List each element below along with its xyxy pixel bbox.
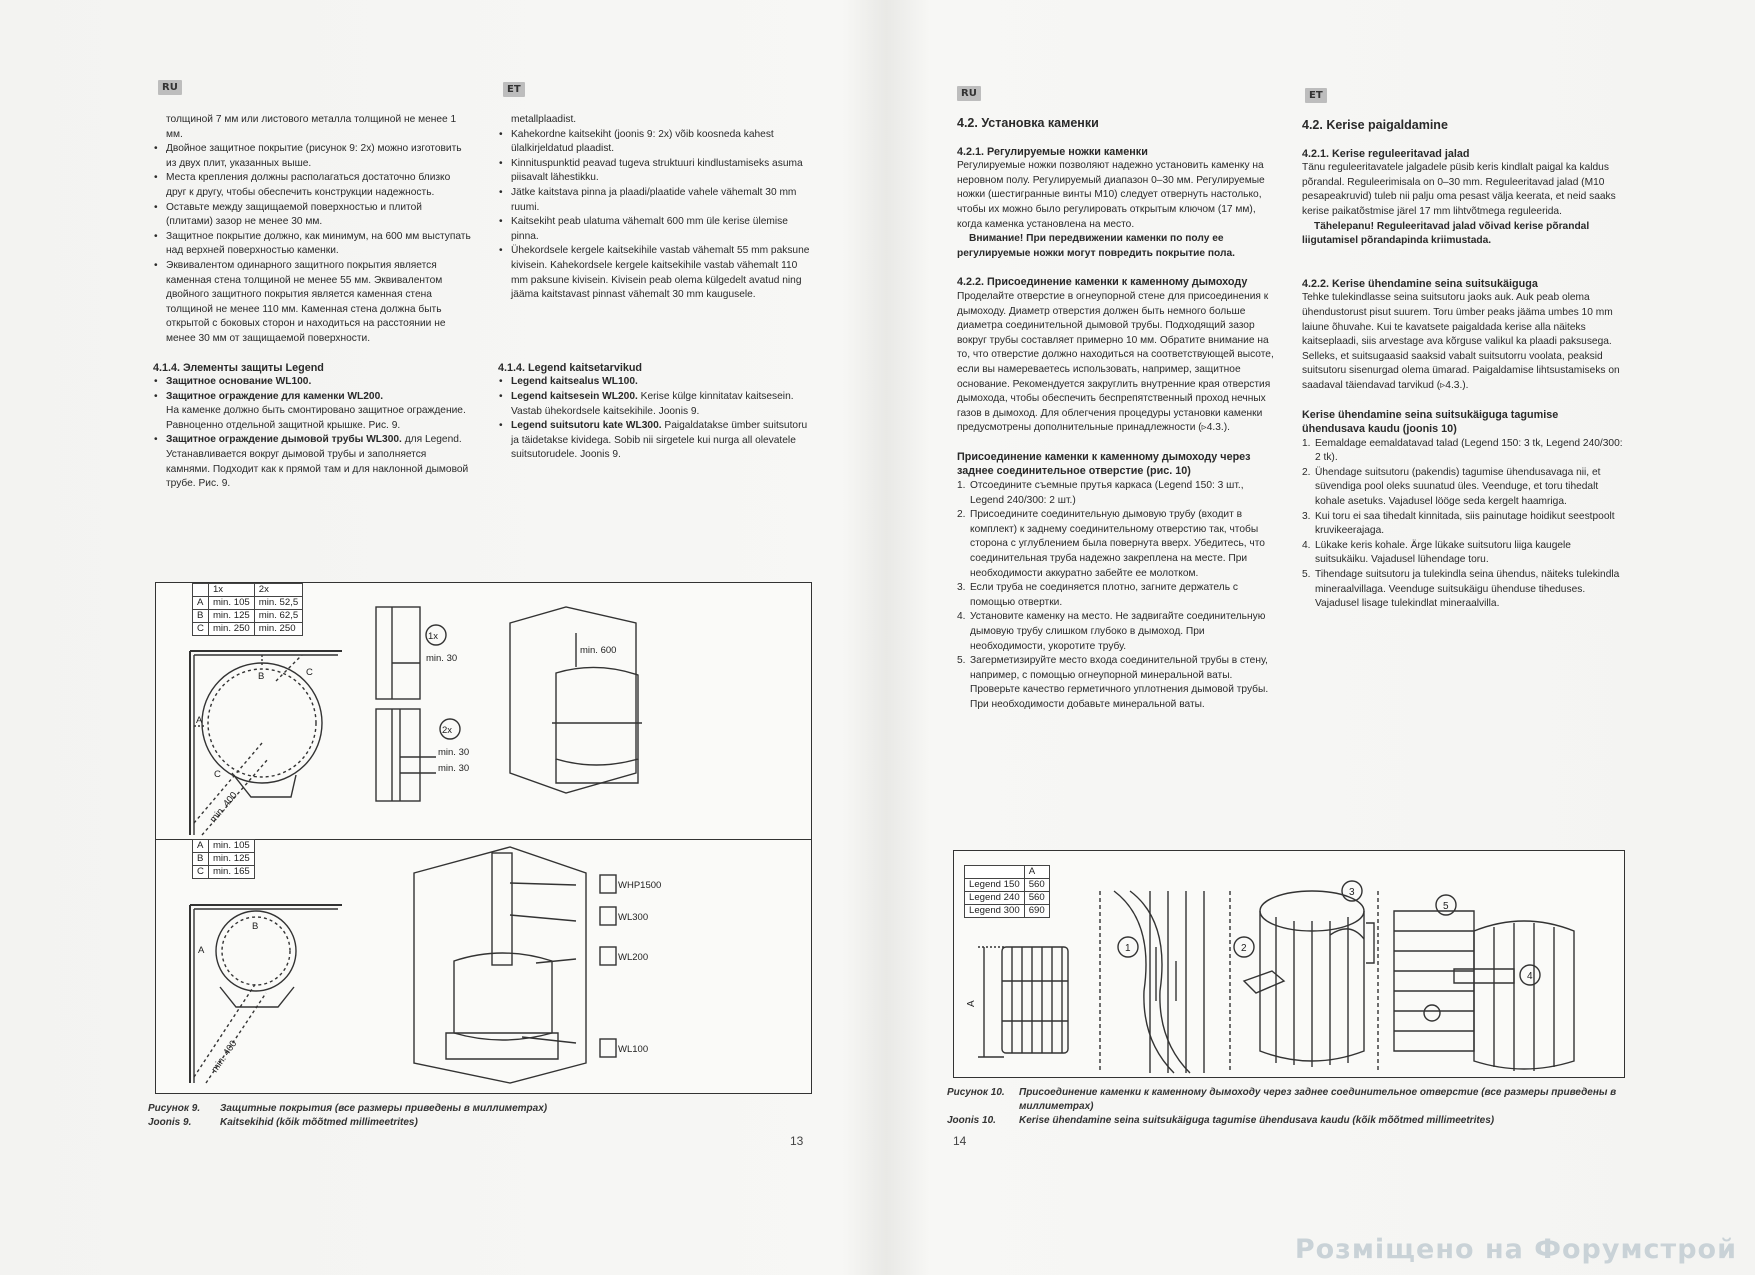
table-row: Legend 300 690 — [965, 905, 1050, 918]
ru-step: 2. Присоедините соединительную дымовую трубу (входит в комплект) к заднему соединительному отверстию так, чтобы сторона с углублением была повернута вверх. Убедитесь, что соединительная труба надежно закреплена на месте. При необходимости аккуратно забейте ее молотком. — [957, 509, 1265, 579]
label-min600: min. 600 — [580, 645, 617, 656]
lang-tag-et: ET — [503, 82, 525, 97]
page-number: 14 — [953, 1134, 967, 1148]
et-paragraph: Tänu reguleeritavatele jalgadele püsib keris kindlalt paigal ka kaldus põrandal. Reguleerimisala on 0–30 mm. Reguleeritavad jalad (M10 pesapeakruvid) tuleb nii palju oma pesast välja keerata, et neid saaks kerise paikatõstmise järel 17 mm lihtvõtmega reguleerida. — [1302, 162, 1616, 217]
et-heading-4-2-1: 4.2.1. Kerise reguleeritavad jalad — [1302, 147, 1470, 160]
figure-10-caption: Рисунок 10. Присоединение каменки к каменному дымоходу через заднее соединительное отверстие (все размеры приведены в миллиметрах) Joonis 10. Kerise ühendamine seina suitsukäiguga tagumise ühendusava kaudu (kõik mõõtmed millimeetrites) — [947, 1087, 1617, 1126]
ru-item: • Защитное ограждение дымовой трубы WL300. для Legend. Устанавливается вокруг дымовой трубы и заполняется камнями. Подходит как к прямой там и для наклонной дымовой трубе. Рис. 9. — [153, 433, 471, 491]
et-text-column — [498, 113, 816, 463]
ru-warning: Внимание! При передвижении каменки по полу ее регулируемые ножки могут повредить покрытие пола. — [957, 233, 1235, 259]
figure-9-frame — [155, 582, 812, 1094]
et-step: 3. Kui toru ei saa tihedalt kinnitada, siis painutage hoidikut seestpoolt kruvikeerajaga. — [1302, 510, 1615, 537]
part-whp1500: WHP1500 — [618, 880, 662, 891]
ru-paragraph: Регулируемые ножки позволяют надежно установить каменку на неровном полу. Регулируемый диапазон 0–30 мм. Регулируемые ножки (шестигранные винты M10) следует отвернуть настолько, чтобы их можно было регулировать открытым ключом (17 мм), когда каменка установлена на место. — [957, 160, 1265, 230]
et-heading-4-2-2: 4.2.2. Kerise ühendamine seina suitsukäiguga — [1302, 277, 1538, 290]
et-bullet: • Kaitsekiht peab ulatuma vähemalt 600 mm üle kerise ülemise pinna. — [498, 215, 816, 244]
table-row: B min. 125 min. 62,5 — [193, 610, 303, 623]
ru-heading-4-2: 4.2. Установка каменки — [957, 116, 1099, 130]
ru-bullet: • Места крепления должны располагаться достаточно близко друг к другу, чтобы обеспечить конструкции надежность. — [153, 171, 471, 200]
clearance-table-1: 1x 2x A min. 105 min. 52,5 B min. 125 min. 62,5 C min. 250 min. 250 — [192, 583, 303, 636]
ru-paragraph: толщиной 7 мм или листового металла толщиной не менее 1 мм. — [166, 114, 457, 140]
ru-text-column — [957, 116, 1277, 713]
page-13 — [0, 0, 877, 1275]
table-row: C min. 250 min. 250 — [193, 623, 303, 636]
figure-9-drawing — [156, 583, 813, 1095]
callout-2: 2 — [1241, 943, 1247, 954]
et-text-column — [1302, 118, 1624, 612]
lang-tag-ru: RU — [158, 80, 182, 95]
table-row: A min. 105 — [193, 840, 255, 853]
part-wl200: WL200 — [618, 952, 649, 963]
figure-9-caption: Рисунок 9. Защитные покрытия (все размеры приведены в миллиметрах) Joonis 9. Kaitsekihid (kõik mõõtmed millimeetrites) — [148, 1103, 548, 1128]
et-warning: Tähelepanu! Reguleeritavad jalad võivad kerise põrandal liigutamisel põrandapinda kriimustada. — [1302, 220, 1590, 247]
et-step: 5. Tihendage suitsutoru ja tulekindla seina ühendus, näiteks tulekindla mineraalvillaga. Veenduge suitsukäigu ühenduse tiheduses. Vajadusel lisage tulekindlat mineraalvilla. — [1302, 569, 1620, 610]
label-A: A — [198, 945, 205, 956]
ru-bullet: • Двойное защитное покрытие (рисунок 9: 2х) можно изготовить из двух плит, указанных выше. — [153, 142, 471, 171]
figure-10-frame — [953, 850, 1625, 1078]
label-C: C — [306, 667, 313, 678]
ru-text-column — [153, 113, 471, 492]
label-2x: 2x — [442, 725, 453, 736]
label-A: A — [966, 1000, 977, 1007]
ru-item: • Защитное ограждение для каменки WL200. На каменке должно быть смонтировано защитное ограждение. Равноценно отдельной защитной крышке. Рис. 9. — [153, 390, 471, 434]
lang-tag-ru: RU — [957, 86, 981, 101]
et-item: • Legend kaitsealus WL100. — [498, 375, 816, 390]
ru-step: 1. Отсоедините съемные прутья каркаса (Legend 150: 3 шт., Legend 240/300: 2 шт.) — [957, 480, 1244, 506]
callout-1: 1 — [1125, 943, 1131, 954]
table-row: Legend 150 560 — [965, 879, 1050, 892]
et-bullet: • Jätke kaitstava pinna ja plaadi/plaatide vahele vähemalt 30 mm ruumi. — [498, 186, 816, 215]
label-B: B — [252, 921, 259, 932]
et-bullet: • Kahekordne kaitsekiht (joonis 9: 2x) võib koosneda kahest ülalkirjeldatud plaadist. — [498, 128, 816, 157]
label-A: A — [196, 715, 203, 726]
table-row: Legend 240 560 — [965, 892, 1050, 905]
ru-bullet: • Эквивалентом одинарного защитного покрытия является каменная стена толщиной не менее 55 мм. Эквивалентом двойного защитного покрытия является каменная стена толщиной не менее 110 мм. Каменная стена должна быть открытой с боковых сторон и находиться на расстоянии не менее 30 мм от защищаемой поверхности. — [153, 259, 471, 347]
table-row: A min. 105 min. 52,5 — [193, 597, 303, 610]
watermark: Розміщено на Форумстрой — [1294, 1234, 1737, 1265]
et-step: 1. Eemaldage eemaldatavad talad (Legend 150: 3 tk, Legend 240/300: 2 tk). — [1302, 437, 1623, 464]
heater-height-table: A Legend 150 560 Legend 240 560 Legend 300 690 — [964, 865, 1050, 918]
part-wl300: WL300 — [618, 912, 649, 923]
lang-tag-et: ET — [1305, 88, 1327, 103]
callout-5: 5 — [1443, 901, 1449, 912]
et-step: 2. Ühendage suitsutoru (pakendis) tagumise ühendusavaga nii, et süvendiga pool oleks suunatud üles. Veenduge, et toru tihedalt kohale asetuks. Vajadusel lööge seda kergelt haamriga. — [1302, 466, 1601, 508]
et-step: 4. Lükake keris kohale. Ärge lükake suitsutoru liiga kaugele suitsukäiku. Vajadusel lühendage toru. — [1302, 539, 1571, 566]
et-heading-4-1-4: 4.1.4. Legend kaitsetarvikud — [498, 361, 643, 374]
ru-item: • Защитное основание WL100. — [153, 375, 471, 390]
ru-heading-4-2-2: 4.2.2. Присоединение каменки к каменному дымоходу — [957, 276, 1248, 289]
table-row: B min. 125 — [193, 853, 255, 866]
figure-10-drawing — [954, 851, 1626, 1079]
et-item: • Legend suitsutoru kate WL300. Paigaldatakse ümber suitsutoru ja täidetakse kividega. Sobib nii sirgetele kui nurga all olevatele suitsutorudele. Joonis 9. — [498, 419, 816, 463]
label-min400: min. 400 — [207, 789, 240, 825]
table-row: C min. 165 — [193, 866, 255, 879]
et-item: • Legend kaitsesein WL200. Kerise külge kinnitatav kaitsesein. Vastab ühekordsele kaitsekihile. Joonis 9. — [498, 390, 816, 419]
ru-step: 3. Если труба не соединяется плотно, загните держатель с помощью отвертки. — [957, 582, 1238, 608]
ru-bullet: • Защитное покрытие должно, как минимум, на 600 мм выступать над верхней поверхностью каменки. — [153, 230, 471, 259]
et-bullet: • Kinnituspunktid peavad tugeva struktuuri kindlustamiseks asuma piisavalt lähestikku. — [498, 157, 816, 186]
et-heading-rear: Kerise ühendamine seina suitsukäiguga tagumise ühendusava kaudu (joonis 10) — [1302, 408, 1559, 436]
ru-step: 5. Загерметизируйте место входа соединительной трубы в стену, например, с помощью огнеупорной минеральной ваты. Проверьте качество герметичного уплотнения дымовой трубы. При необходимости добавьте минеральной ваты. — [957, 655, 1269, 710]
ru-heading-4-2-1: 4.2.1. Регулируемые ножки каменки — [957, 145, 1148, 158]
label-min30: min. 30 — [438, 747, 470, 758]
label-C: C — [214, 769, 221, 780]
page-14 — [877, 0, 1755, 1275]
ru-step: 4. Установите каменку на место. Не задвигайте соединительную дымовую трубу слишком глубоко в дымоход. При необходимости, укоротите трубу. — [957, 611, 1266, 652]
ru-paragraph: Проделайте отверстие в огнеупорной стене для присоединения к дымоходу. Диаметр отверстия должен быть немного больше диаметра соединительной дымовой трубы. Подходящий зазор вокруг трубы составляет примерно 10 мм. Обратите внимание на то, что отверстие должно находиться на соответствующей высоте, если вы намереваетесь использовать, например, защитное основание. Рекомендуется закруглить внутренние края отверстия дымохода, чтобы обеспечить беспрепятственный проход нечных газов в дымоход. Для облегчения процедуры установки каменки предусмотрены дополнительные принадлежности (▹4.3.). — [957, 290, 1274, 434]
page-number: 13 — [790, 1134, 804, 1148]
label-min30: min. 30 — [438, 763, 470, 774]
et-heading-4-2: 4.2. Kerise paigaldamine — [1302, 118, 1448, 132]
et-bullet: • Ühekordsele kergele kaitsekihile vastab vähemalt 55 mm paksune kivisein. Kahekordsele kergele kaitsekihile vastab vähemalt 110 mm paksune kivisein. Kivisein peab olema külgedelt avatud ning jääma kaitstavast pinnast vähemalt 30 mm kaugusele. — [498, 244, 816, 302]
et-paragraph: metallplaadist. — [511, 114, 577, 125]
label-B: B — [258, 671, 265, 682]
ru-bullet: • Оставьте между защищаемой поверхностью и плитой (плитами) зазор не менее 30 мм. — [153, 201, 471, 230]
label-1x: 1x — [428, 631, 439, 642]
et-paragraph: Tehke tulekindlasse seina suitsutoru jaoks auk. Auk peab olema ühendustorust pisut suurem. Toru ümber peaks jääma umbes 10 mm laiune õhuvahe. Kui te kavatsete paigaldada kerise alla näiteks kaitseplaadi, siis arvestage ava kõrguse valikul ka plaadi paksusega. Selleks, et suitsugaasid saaksid vabalt suitsutorru voolata, peaksid suitsutoru sisenurgad olema ümarad. Paigaldamise lihtsustamiseks on saadaval täiendavad tarvikud (▹4.3.). — [1302, 292, 1620, 391]
label-min400: min. 400 — [209, 1038, 240, 1075]
ru-heading-rear: Присоединение каменки к каменному дымоходу через заднее соединительное отверстие (рис. 10) — [957, 450, 1251, 478]
label-min30: min. 30 — [426, 653, 458, 664]
callout-3: 3 — [1349, 887, 1355, 898]
ru-heading-4-1-4: 4.1.4. Элементы защиты Legend — [153, 361, 324, 374]
part-wl100: WL100 — [618, 1044, 649, 1055]
callout-4: 4 — [1527, 971, 1533, 982]
